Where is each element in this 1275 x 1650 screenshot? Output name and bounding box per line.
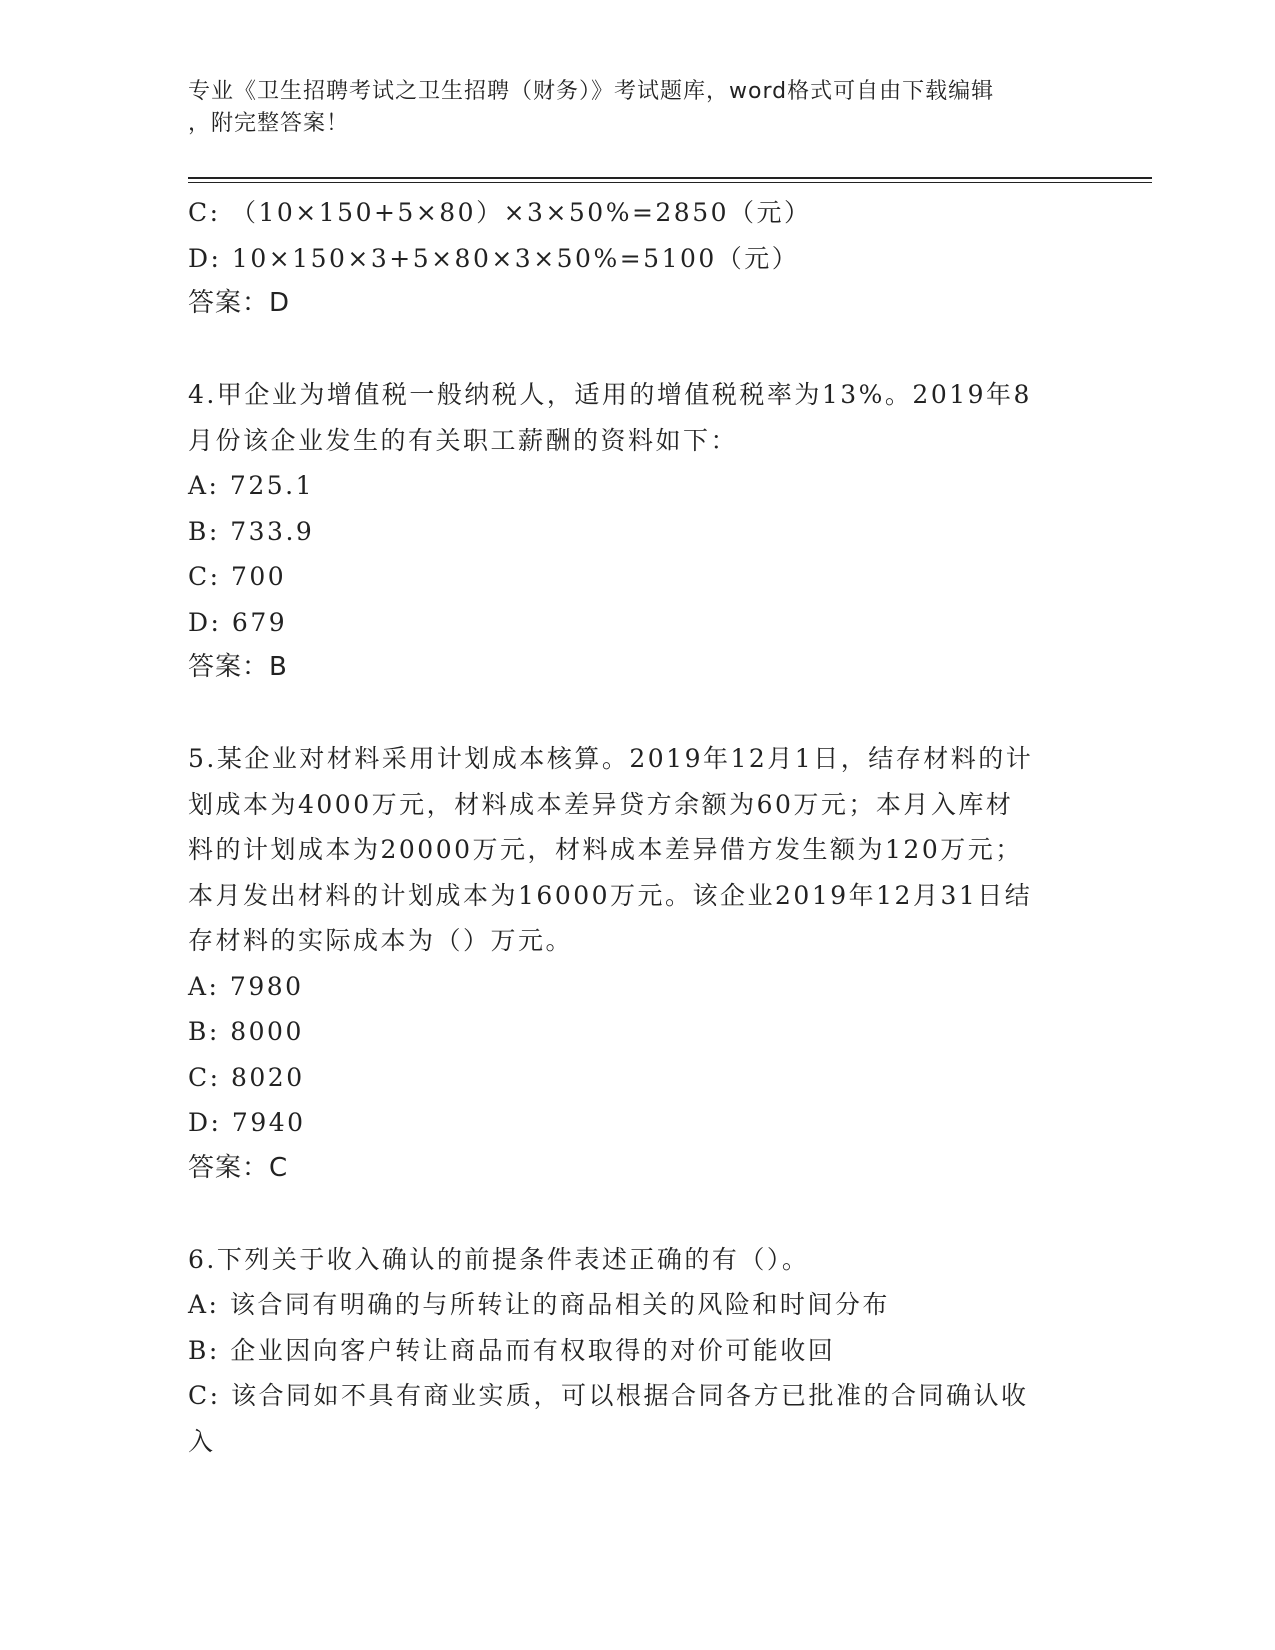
- document-header: [188, 76, 1088, 140]
- spacer: [188, 1191, 1088, 1237]
- header-line-2: ，附完整答案！: [188, 111, 350, 136]
- question-6: [188, 1237, 1088, 1465]
- question-3-tail: [188, 190, 1088, 327]
- option-c: C: 8020: [188, 1062, 305, 1092]
- header-rule-thick: [188, 177, 1152, 179]
- question-stem: 月份该企业发生的有关职工薪酬的资料如下：: [188, 425, 739, 455]
- option-c-continued: 入: [188, 1426, 216, 1456]
- question-stem: 6.下列关于收入确认的前提条件表述正确的有（）。: [188, 1244, 810, 1274]
- option-d: D: 679: [188, 607, 288, 637]
- option-c: C: 700: [188, 562, 287, 591]
- question-stem: 5.某企业对材料采用计划成本核算。2019年12月1日，结存材料的计: [188, 744, 1034, 773]
- option-a: A: 725.1: [188, 471, 314, 500]
- option-a: A: 7980: [188, 971, 304, 1001]
- spacer: [188, 327, 1088, 373]
- question-stem: 料的计划成本为20000万元，材料成本差异借方发生额为120万元；: [188, 835, 1023, 864]
- option-d: D: 10×150×3+5×80×3×50%=5100（元）: [188, 243, 800, 273]
- option-b: B: 企业因向客户转让商品而有权取得的对价可能收回: [188, 1335, 836, 1365]
- question-stem: 本月发出材料的计划成本为16000万元。该企业2019年12月31日结: [188, 880, 1033, 910]
- question-stem: 4.甲企业为增值税一般纳税人，适用的增值税税率为13%。2019年8: [188, 380, 1032, 409]
- option-b: B: 8000: [188, 1017, 304, 1046]
- answer-label: 答案：B: [188, 652, 288, 682]
- question-5: [188, 736, 1088, 1191]
- option-a: A: 该合同有明确的与所转让的商品相关的风险和时间分布: [188, 1290, 890, 1319]
- option-b: B: 733.9: [188, 516, 315, 546]
- option-c: C: （10×150+5×80）×3×50%=2850（元）: [188, 198, 812, 227]
- option-c: C: 该合同如不具有商业实质，可以根据合同各方已批准的合同确认收: [188, 1381, 1029, 1410]
- option-d: D: 7940: [188, 1108, 306, 1137]
- header-line-1: 专业《卫生招聘考试之卫生招聘（财务）》考试题库，word格式可自由下载编辑: [188, 79, 995, 104]
- header-rule-thin: [188, 182, 1152, 183]
- spacer: [188, 691, 1088, 737]
- document-body: [188, 190, 1088, 1464]
- question-stem: 划成本为4000万元，材料成本差异贷方余额为60万元；本月入库材: [188, 789, 1014, 819]
- answer-label: 答案：D: [188, 288, 291, 318]
- question-stem: 存材料的实际成本为（）万元。: [188, 926, 574, 955]
- answer-label: 答案：C: [188, 1152, 289, 1183]
- question-4: [188, 372, 1088, 691]
